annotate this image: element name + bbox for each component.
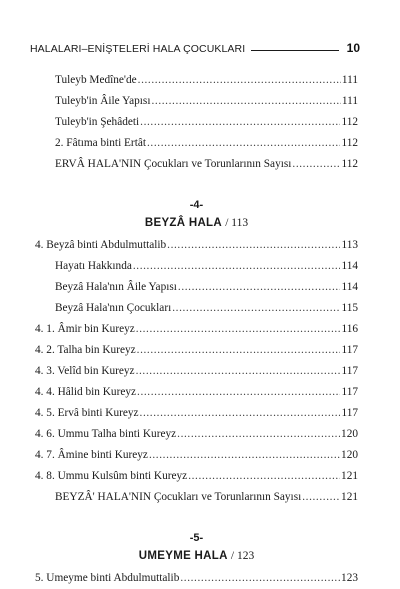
section-5-list bbox=[35, 568, 358, 589]
toc-entry-page: 115 bbox=[341, 302, 358, 314]
toc-entry-page: 116 bbox=[341, 323, 358, 335]
toc-entry-page: 111 bbox=[341, 74, 358, 86]
toc-entry bbox=[35, 70, 358, 91]
toc-entry bbox=[35, 382, 358, 403]
dot-leader bbox=[138, 70, 341, 91]
toc-entry-label: 4. 8. Ummu Kulsûm binti Kureyz bbox=[35, 470, 188, 482]
section-title-page: / 123 bbox=[230, 550, 255, 562]
toc-entry bbox=[35, 235, 358, 256]
section-title-name: UMEYME HALA bbox=[138, 550, 228, 562]
toc-entry-label: Tuleyb Medîne'de bbox=[55, 74, 137, 86]
toc-entry-page: 112 bbox=[341, 116, 358, 128]
toc-entry bbox=[35, 340, 358, 361]
dot-leader bbox=[188, 466, 340, 487]
dot-leader bbox=[137, 382, 340, 403]
toc-entry-label: BEYZÂ' HALA'NIN Çocukları ve Torunlarının Sayısı bbox=[55, 491, 302, 503]
toc-entry bbox=[35, 361, 358, 382]
dot-leader bbox=[172, 298, 340, 319]
toc-entry bbox=[35, 277, 358, 298]
dot-leader bbox=[180, 568, 340, 589]
header-rule bbox=[251, 50, 338, 51]
toc-entry-label: 4. 5. Ervâ binti Kureyz bbox=[35, 407, 139, 419]
dot-leader bbox=[136, 319, 341, 340]
section-5-heading bbox=[35, 530, 358, 566]
toc-entry-label: Tuleyb'in Şehâdeti bbox=[55, 116, 140, 128]
toc-entry bbox=[35, 133, 358, 154]
toc-entry bbox=[35, 154, 358, 175]
page-header bbox=[30, 33, 360, 55]
toc-entry-page: 114 bbox=[341, 260, 358, 272]
table-of-contents bbox=[35, 70, 358, 589]
section-title bbox=[35, 546, 358, 566]
toc-entry-label: 4. 7. Âmine binti Kureyz bbox=[35, 449, 148, 461]
dot-leader bbox=[167, 235, 340, 256]
toc-entry bbox=[35, 91, 358, 112]
dot-leader bbox=[177, 424, 340, 445]
toc-entry-label: Tuleyb'in Âile Yapısı bbox=[55, 95, 151, 107]
toc-continued-list bbox=[35, 70, 358, 175]
dot-leader bbox=[140, 403, 341, 424]
dot-leader bbox=[149, 445, 340, 466]
toc-entry bbox=[35, 445, 358, 466]
toc-entry-label: 4. 2. Talha bin Kureyz bbox=[35, 344, 136, 356]
toc-entry-page: 111 bbox=[341, 95, 358, 107]
toc-entry bbox=[35, 487, 358, 508]
toc-entry bbox=[35, 319, 358, 340]
toc-entry-page: 114 bbox=[341, 281, 358, 293]
toc-entry-page: 121 bbox=[341, 470, 358, 482]
section-number: -4- bbox=[189, 199, 204, 211]
dot-leader bbox=[151, 91, 340, 112]
toc-entry bbox=[35, 403, 358, 424]
toc-entry-label: 4. 4. Hâlid bin Kureyz bbox=[35, 386, 137, 398]
dot-leader bbox=[137, 340, 341, 361]
toc-entry-page: 117 bbox=[341, 407, 358, 419]
toc-entry-label: 4. 1. Âmir bin Kureyz bbox=[35, 323, 135, 335]
dot-leader bbox=[147, 133, 340, 154]
toc-entry-page: 112 bbox=[341, 158, 358, 170]
toc-entry-label: Beyzâ Hala'nın Âile Yapısı bbox=[55, 281, 177, 293]
toc-entry bbox=[35, 466, 358, 487]
dot-leader bbox=[178, 277, 341, 298]
section-title-page: / 113 bbox=[225, 217, 249, 229]
toc-entry-page: 121 bbox=[341, 491, 358, 503]
toc-entry-page: 117 bbox=[341, 365, 358, 377]
toc-entry-label: 4. 3. Velîd bin Kureyz bbox=[35, 365, 135, 377]
toc-entry-page: 113 bbox=[341, 239, 358, 251]
section-title-name: BEYZÂ HALA bbox=[144, 217, 222, 229]
toc-entry bbox=[35, 424, 358, 445]
toc-entry-page: 117 bbox=[341, 344, 358, 356]
dot-leader bbox=[292, 154, 340, 175]
toc-entry bbox=[35, 112, 358, 133]
section-4-heading bbox=[35, 197, 358, 233]
toc-entry bbox=[35, 568, 358, 589]
section-title bbox=[35, 213, 358, 233]
dot-leader bbox=[133, 256, 341, 277]
toc-entry bbox=[35, 256, 358, 277]
dot-leader bbox=[136, 361, 341, 382]
toc-entry-label: Hayatı Hakkında bbox=[55, 260, 132, 272]
toc-entry-label: 4. Beyzâ binti Abdulmuttalib bbox=[35, 239, 167, 251]
toc-entry-page: 120 bbox=[341, 428, 358, 440]
toc-entry-label: ERVÂ HALA'NIN Çocukları ve Torunlarının Sayısı bbox=[55, 158, 292, 170]
toc-entry-label: 5. Umeyme binti Abdulmuttalib bbox=[35, 572, 180, 584]
toc-entry-label: 4. 6. Ummu Talha binti Kureyz bbox=[35, 428, 177, 440]
dot-leader bbox=[302, 487, 340, 508]
toc-entry-page: 112 bbox=[341, 137, 358, 149]
section-number: -5- bbox=[189, 532, 204, 544]
toc-entry-page: 120 bbox=[341, 449, 358, 461]
toc-entry-page: 117 bbox=[341, 386, 358, 398]
toc-entry-label: Beyzâ Hala'nın Çocukları bbox=[55, 302, 172, 314]
toc-entry bbox=[35, 298, 358, 319]
section-4-list bbox=[35, 235, 358, 508]
dot-leader bbox=[140, 112, 340, 133]
toc-entry-label: 2. Fâtıma binti Ertât bbox=[55, 137, 146, 149]
page-number: 10 bbox=[346, 41, 360, 55]
toc-entry-page: 123 bbox=[341, 572, 358, 584]
running-title: HALALARI–ENİŞTELERİ HALA ÇOCUKLARI bbox=[30, 43, 246, 55]
